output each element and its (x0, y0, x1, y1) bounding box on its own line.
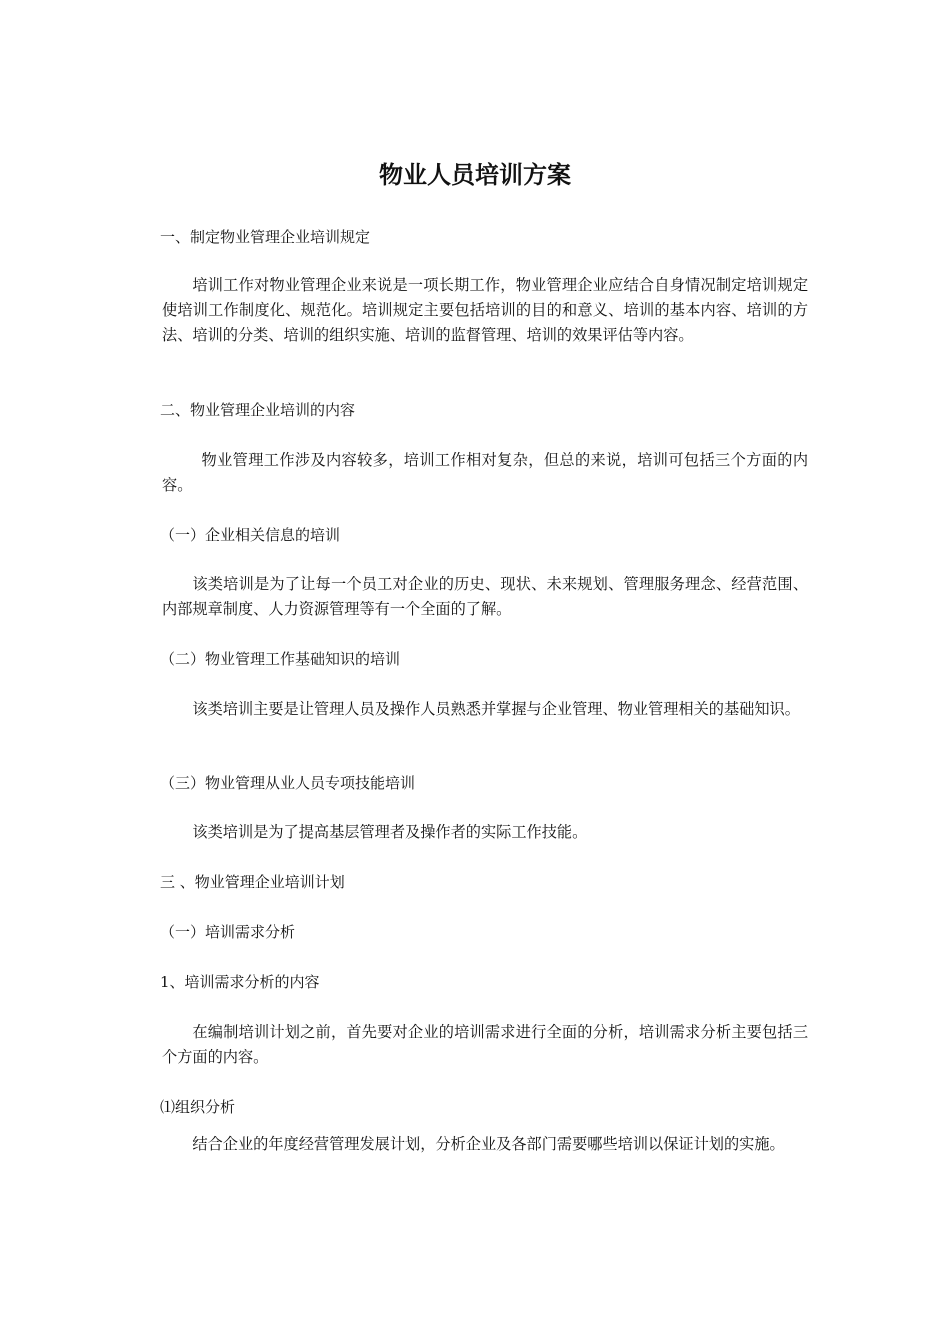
section-heading-2: 二、物业管理企业培训的内容 (160, 401, 356, 419)
item-heading-1: 1、培训需求分析的内容 (160, 973, 320, 991)
section-heading-3: 三 、物业管理企业培训计划 (160, 873, 345, 891)
paragraph-5: 该类培训是为了提高基层管理者及操作者的实际工作技能。 (192, 823, 588, 841)
subsection-heading-4: （一）培训需求分析 (160, 923, 296, 941)
paragraph-4: 该类培训主要是让管理人员及操作人员熟悉并掌握与企业管理、物业管理相关的基础知识。 (192, 700, 800, 718)
paragraph-7: 结合企业的年度经营管理发展计划，分析企业及各部门需要哪些培训以保证计划的实施。 (192, 1135, 785, 1153)
item-heading-2: ⑴组织分析 (160, 1098, 236, 1116)
subsection-heading-3: （三）物业管理从业人员专项技能培训 (160, 774, 416, 792)
subsection-heading-1: （一）企业相关信息的培训 (160, 526, 341, 544)
paragraph-6: 在编制培训计划之前，首先要对企业的培训需求进行全面的分析，培训需求分析主要包括三个方面的内容。 (162, 1023, 808, 1066)
paragraph-1: 培训工作对物业管理企业来说是一项长期工作，物业管理企业应结合自身情况制定培训规定使培训工作制度化、规范化。培训规定主要包括培训的目的和意义、培训的基本内容、培训的方法、培训的分类、培训的组织实施、培训的监督管理、培训的效果评估等内容。 (162, 276, 808, 344)
document-title: 物业人员培训方案 (379, 161, 571, 189)
paragraph-2: 物业管理工作涉及内容较多，培训工作相对复杂，但总的来说，培训可包括三个方面的内容。 (162, 451, 808, 494)
subsection-heading-2: （二）物业管理工作基础知识的培训 (160, 650, 401, 668)
section-heading-1: 一、制定物业管理企业培训规定 (160, 228, 371, 246)
paragraph-3: 该类培训是为了让每一个员工对企业的历史、现状、未来规划、管理服务理念、经营范围、内部规章制度、人力资源管理等有一个全面的了解。 (162, 575, 808, 618)
